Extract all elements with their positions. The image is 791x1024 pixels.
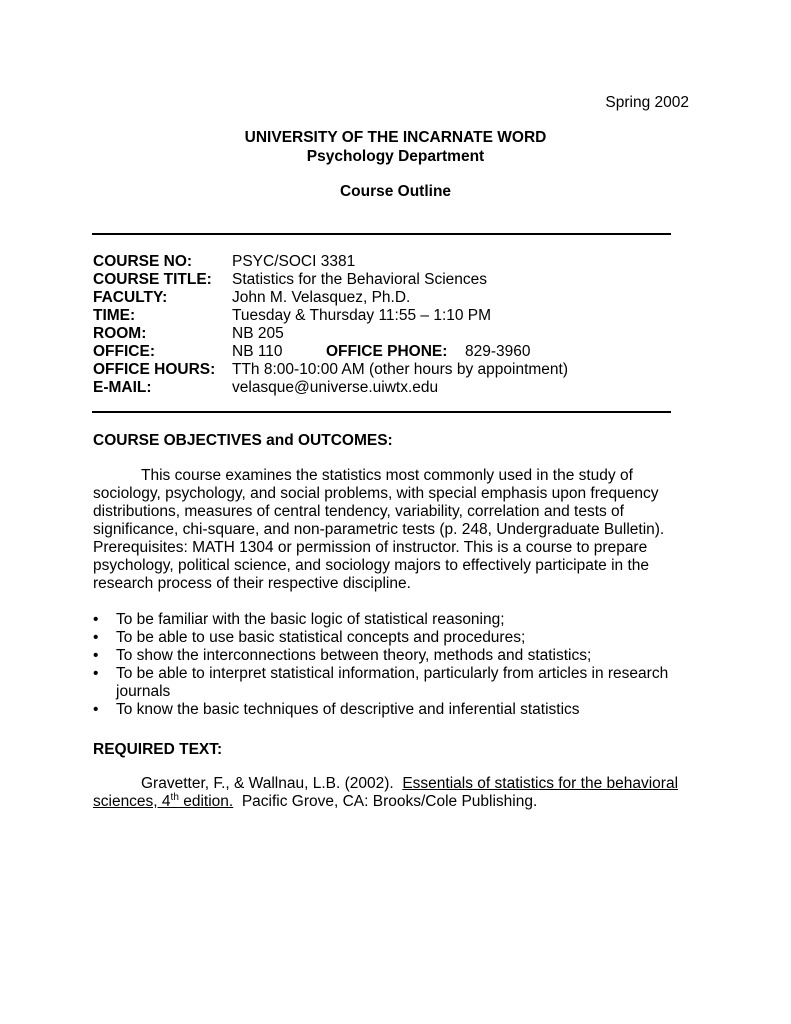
citation-edition-sup: th bbox=[170, 791, 179, 803]
citation-authors: Gravetter, F., & Wallnau, L.B. (2002). bbox=[141, 775, 394, 792]
course-no-label: COURSE NO: bbox=[93, 253, 193, 270]
list-item-text: To be able to use basic statistical concepts and procedures; bbox=[116, 629, 526, 646]
office-value: NB 110 bbox=[232, 343, 283, 360]
room-label: ROOM: bbox=[93, 325, 147, 342]
paragraph-line: significance, chi-square, and non-parametric tests (p. 248, Undergraduate Bulletin). bbox=[93, 521, 665, 538]
citation-line-2 bbox=[93, 793, 678, 811]
time-value: Tuesday & Thursday 11:55 – 1:10 PM bbox=[232, 307, 492, 324]
bottom-divider bbox=[92, 411, 671, 413]
citation-title-part: sciences, 4 bbox=[93, 793, 171, 810]
citation-title-cont bbox=[93, 793, 233, 810]
citation-publisher: Pacific Grove, CA: Brooks/Cole Publishing. bbox=[241, 793, 538, 810]
objectives-list bbox=[93, 611, 683, 719]
course-title-value: Statistics for the Behavioral Sciences bbox=[232, 271, 488, 288]
bullet-icon: • bbox=[93, 629, 99, 646]
list-item bbox=[93, 629, 683, 647]
office-phone-value: 829-3960 bbox=[465, 343, 531, 360]
required-text-heading: REQUIRED TEXT: bbox=[93, 741, 223, 758]
citation-title: Essentials of statistics for the behavioral bbox=[402, 775, 679, 792]
list-item-text: To be familiar with the basic logic of statistical reasoning; bbox=[116, 611, 505, 628]
list-item bbox=[93, 701, 683, 719]
list-item-text: To show the interconnections between theory, methods and statistics; bbox=[116, 647, 592, 664]
top-divider bbox=[92, 233, 671, 235]
course-title-label: COURSE TITLE: bbox=[93, 271, 212, 288]
term-label: Spring 2002 bbox=[605, 94, 689, 111]
citation-line-1 bbox=[93, 775, 678, 793]
objectives-paragraph bbox=[93, 467, 673, 593]
bullet-icon: • bbox=[93, 647, 99, 664]
list-item-text: To be able to interpret statistical information, particularly from articles in research bbox=[116, 665, 669, 682]
time-label: TIME: bbox=[93, 307, 136, 324]
objectives-heading: COURSE OBJECTIVES and OUTCOMES: bbox=[93, 432, 393, 449]
email-value: velasque@universe.uiwtx.edu bbox=[232, 379, 439, 396]
paragraph-line: This course examines the statistics most commonly used in the study of bbox=[141, 467, 633, 484]
document-title: Course Outline bbox=[339, 183, 452, 200]
list-item bbox=[93, 665, 683, 701]
room-value: NB 205 bbox=[232, 325, 284, 342]
list-item bbox=[93, 611, 683, 629]
office-phone-label: OFFICE PHONE: bbox=[326, 343, 448, 360]
paragraph-line: psychology, political science, and sociology majors to effectively participate in the bbox=[93, 557, 649, 574]
faculty-label: FACULTY: bbox=[93, 289, 168, 306]
faculty-value: John M. Velasquez, Ph.D. bbox=[232, 289, 411, 306]
list-item-text-continued: journals bbox=[116, 683, 171, 700]
list-item bbox=[93, 647, 683, 665]
office-hours-label: OFFICE HOURS: bbox=[93, 361, 216, 378]
list-item-text: To know the basic techniques of descriptive and inferential statistics bbox=[116, 701, 580, 718]
office-label: OFFICE: bbox=[93, 343, 155, 360]
paragraph-line: distributions, measures of central tendency, variability, correlation and tests of bbox=[93, 503, 624, 520]
bullet-icon: • bbox=[93, 665, 99, 682]
course-no-value: PSYC/SOCI 3381 bbox=[232, 253, 356, 270]
university-name: UNIVERSITY OF THE INCARNATE WORD bbox=[244, 129, 547, 146]
bullet-icon: • bbox=[93, 611, 99, 628]
citation-title-edition: edition. bbox=[178, 793, 234, 810]
department-name: Psychology Department bbox=[306, 148, 485, 165]
paragraph-line: research process of their respective discipline. bbox=[93, 575, 411, 592]
required-text-citation bbox=[93, 775, 678, 811]
office-hours-value: TTh 8:00-10:00 AM (other hours by appointment) bbox=[232, 361, 569, 378]
email-label: E-MAIL: bbox=[93, 379, 152, 396]
paragraph-line: Prerequisites: MATH 1304 or permission of instructor. This is a course to prepare bbox=[93, 539, 648, 556]
paragraph-line: sociology, psychology, and social problems, with special emphasis upon frequency bbox=[93, 485, 659, 502]
bullet-icon: • bbox=[93, 701, 99, 718]
